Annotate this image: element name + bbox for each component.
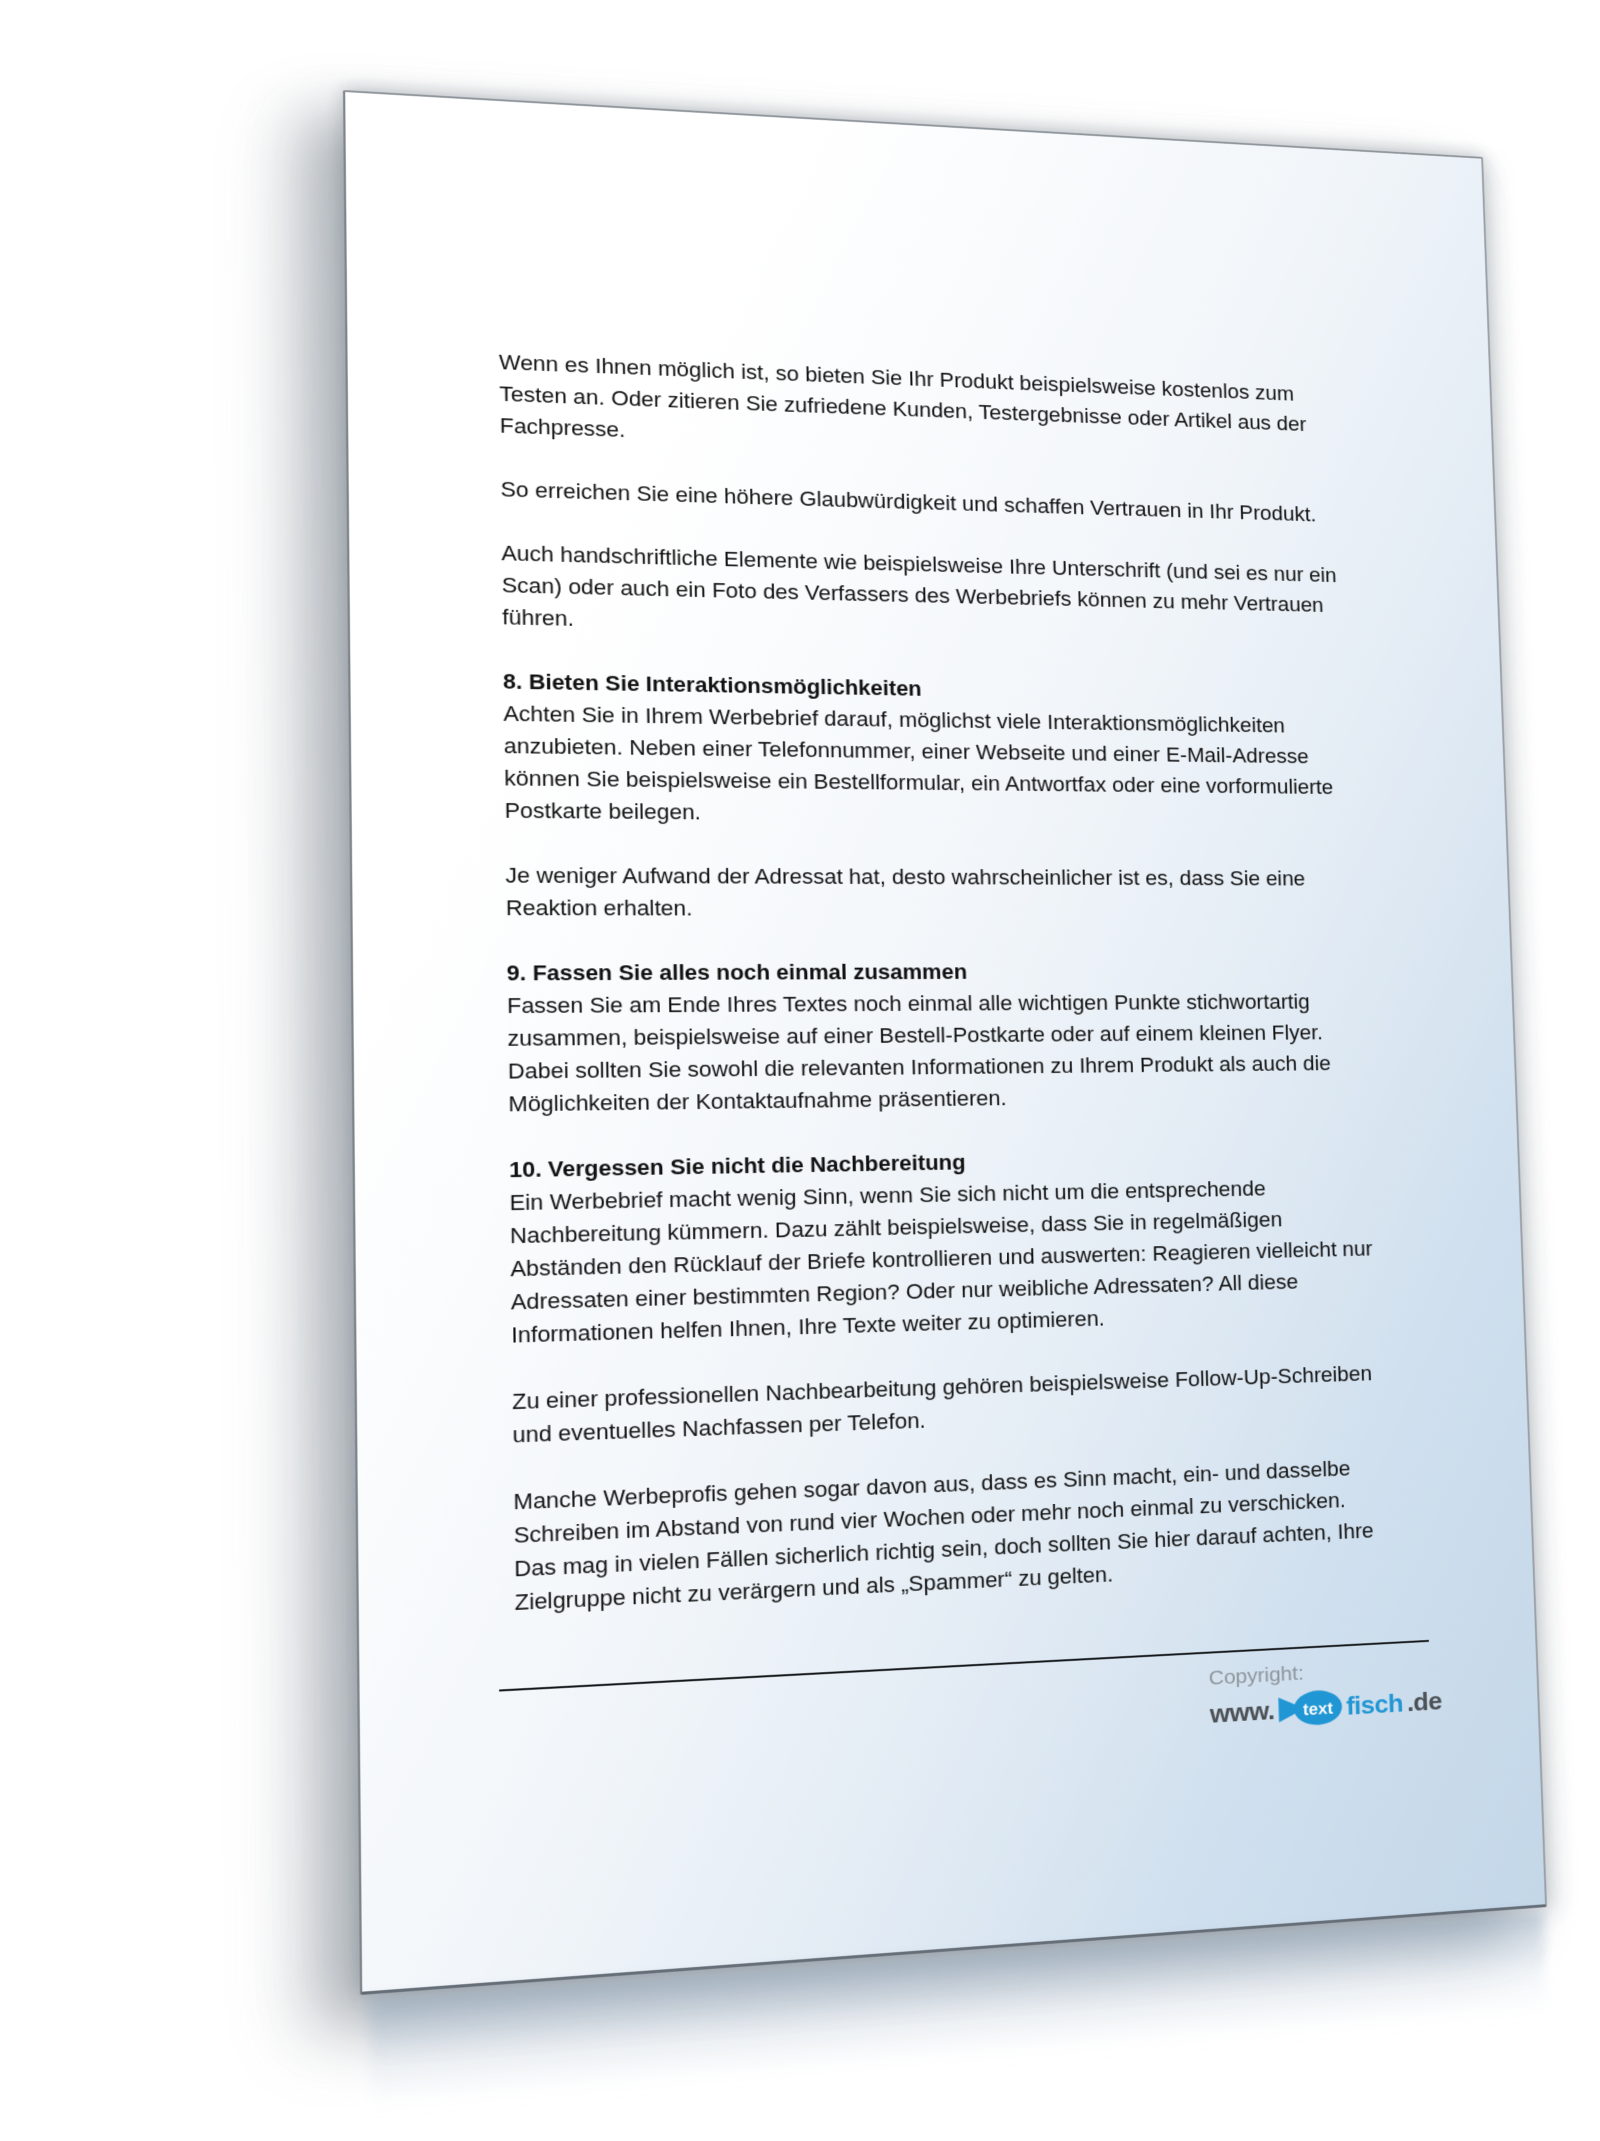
- logo-tld-text: .de: [1406, 1685, 1443, 1717]
- paragraph: Je weniger Aufwand der Adressat hat, desto wahrscheinlicher ist es, dass Sie eine Reaktion erhalten.: [505, 863, 1306, 921]
- logo-fisch-text: fisch: [1345, 1687, 1404, 1721]
- paragraph: Wenn es Ihnen möglich ist, so bieten Sie Ihr Produkt beispielsweise kostenlos zum Testen an. Oder zitieren Sie zufriedene Kunden, Testergebnisse oder Artikel aus der Fachpresse.: [498, 350, 1307, 442]
- logo-www-text: www.: [1209, 1695, 1275, 1729]
- copyright-label: Copyright:: [1208, 1662, 1305, 1690]
- fish-icon: [1276, 1688, 1344, 1729]
- document-text: [499, 347, 1543, 1654]
- textfisch-logo: [1209, 1682, 1446, 1732]
- paragraph: Zu einer professionellen Nachbearbeitung gehören beispielsweise Follow-Up-Schreiben und eventuelles Nachfassen per Telefon.: [511, 1362, 1373, 1448]
- paragraph: Ein Werbebrief macht wenig Sinn, wenn Sie sich nicht um die entsprechende Nachbereitung kümmern. Dazu zählt beispielsweise, dass Sie in regelmäßigen Abständen den Rücklauf der Briefe kontrollieren und auswerten: Reagieren vielleicht nur Adressaten einer bestimmten Region? Oder nur weibliche Adressaten? All diese Informationen helfen Ihnen, Ihre Texte weiter zu optimieren.: [509, 1177, 1373, 1348]
- section-heading-8: 8. Bieten Sie Interaktionsmöglichkeiten: [502, 670, 922, 701]
- fish-label: text: [1302, 1698, 1334, 1719]
- section-heading-10: 10. Vergessen Sie nicht die Nachbereitung: [508, 1150, 966, 1183]
- section-heading-9: 9. Fassen Sie alles noch einmal zusammen: [506, 960, 968, 986]
- paragraph: Manche Werbeprofis gehen sogar davon aus, dass es Sinn macht, ein- und dasselbe Schreiben im Abstand von rund vier Wochen oder mehr noch einmal zu verschicken. Das mag in vielen Fällen sicherlich richtig sein, doch sollten Sie hier darauf achten, Ihre Zielgruppe nicht zu verärgern und als „Spammer“ zu gelten.: [513, 1457, 1374, 1616]
- paragraph: Fassen Sie am Ende Ihres Textes noch einmal alle wichtigen Punkte stichwortartig zusammen, beispielsweise auf einer Bestell-Postkarte oder auf einem kleinen Flyer. Dabei sollten Sie sowohl die relevanten Informationen zu Ihrem Produkt als auch die Möglichkeiten der Kontaktaufnahme präsentieren.: [506, 990, 1332, 1117]
- paragraph: Achten Sie in Ihrem Werbebrief darauf, möglichst viele Interaktionsmöglichkeiten anzubieten. Neben einer Telefonnummer, einer Webseite und einer E-Mail-Adresse können Sie beispielsweise ein Bestellformular, ein Antwortfax oder eine vorformulierte Postkarte beilegen.: [503, 702, 1334, 825]
- paragraph: Auch handschriftliche Elemente wie beispielsweise Ihre Unterschrift (und sei es nur ein Scan) oder auch ein Foto des Verfassers des Werbebriefs können zu mehr Vertrauen führen.: [501, 541, 1337, 631]
- footer-copyright: [1208, 1654, 1446, 1732]
- document-page: [343, 90, 1547, 1995]
- paragraph: So erreichen Sie eine höhere Glaubwürdigkeit und schaffen Vertrauen in Ihr Produkt.: [500, 477, 1317, 526]
